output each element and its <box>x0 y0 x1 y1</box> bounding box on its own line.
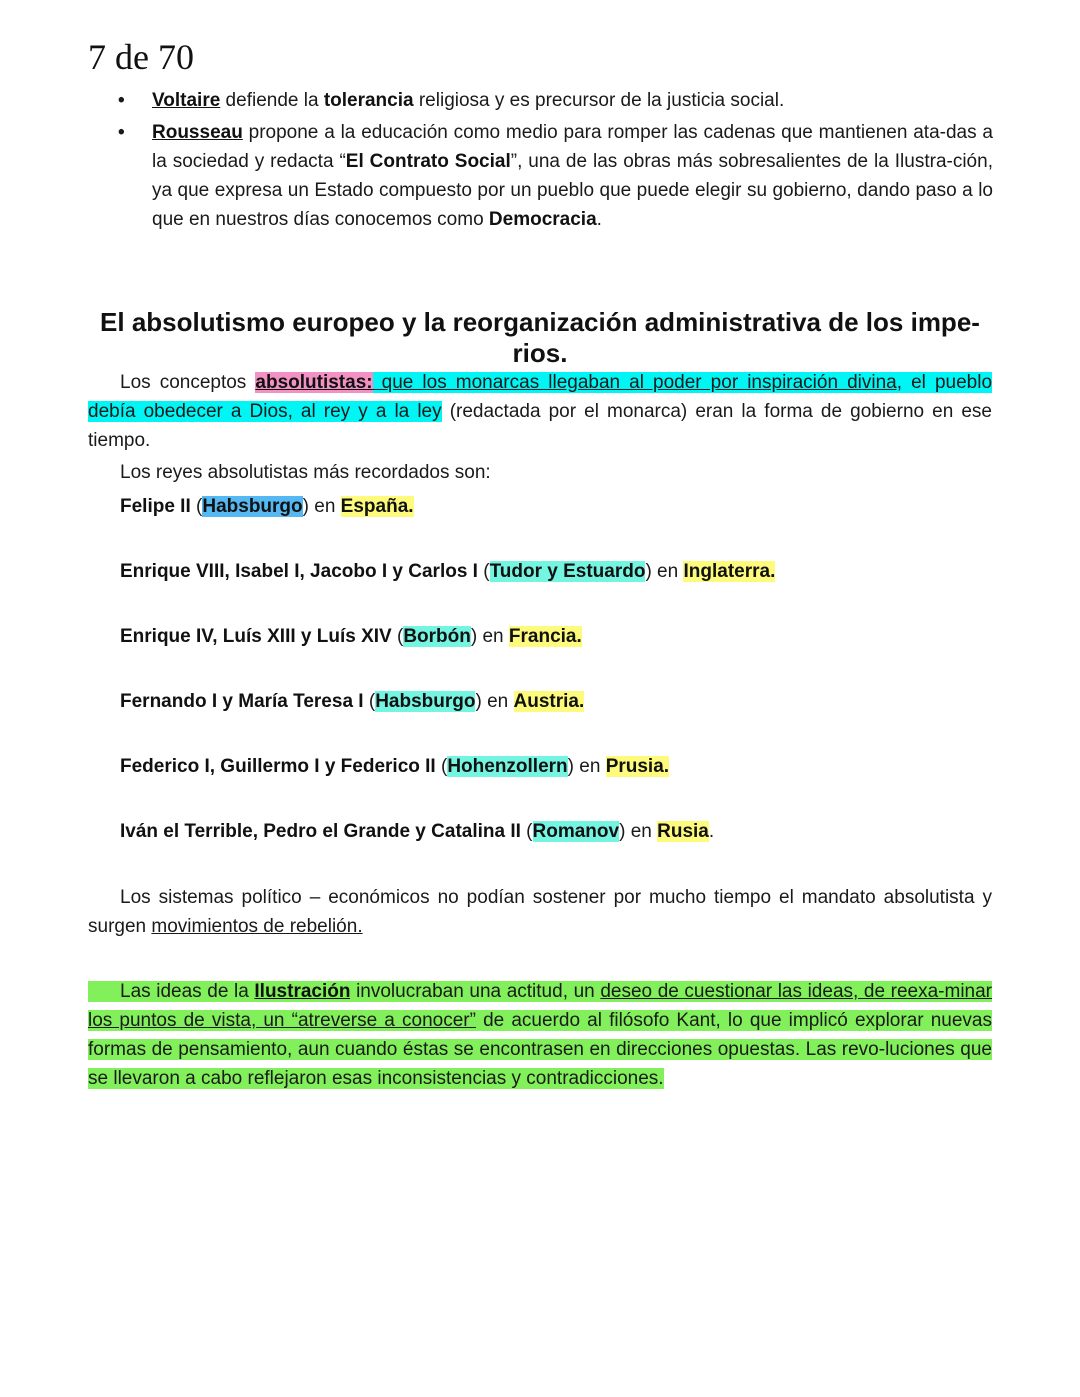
king-names: Iván el Terrible, Pedro el Grande y Catalina II <box>120 821 521 842</box>
king-dynasty: Borbón <box>403 626 471 647</box>
para-text: Las ideas de la <box>120 981 255 1002</box>
para-text: (redactada por el monarca) eran la forma de gobierno en ese tiempo. <box>88 401 992 451</box>
paragraph-systems <box>88 883 992 941</box>
underline-kant: deseo de cuestionar las ideas, de reexa-minar los puntos de vista, un “atreverse a conocer” <box>88 981 992 1031</box>
king-names: Enrique VIII, Isabel I, Jacobo I y Carlos I <box>120 561 478 582</box>
king-country: España. <box>340 496 414 517</box>
para-text: involucraban una actitud, un <box>350 981 601 1002</box>
king-country: Prusia. <box>605 756 670 777</box>
king-row: Fernando I y María Teresa I (Habsburgo) en Austria. <box>120 691 585 712</box>
connector: en <box>477 626 509 647</box>
king-country: Francia. <box>508 626 582 647</box>
bullet-voltaire <box>118 86 993 115</box>
bullet-text: . <box>596 209 602 230</box>
bullet-dot-icon: • <box>118 90 125 111</box>
king-dynasty: Habsburgo <box>375 691 476 712</box>
king-row: Enrique IV, Luís XIII y Luís XIV (Borbón) en Francia. <box>120 626 582 647</box>
highlight-definition-2: el pueblo debía obedecer a Dios, al rey y a la ley <box>88 372 993 422</box>
connector: en <box>625 821 658 842</box>
king-dynasty: Tudor y Estuardo <box>489 561 646 582</box>
bullet-name: Rousseau <box>152 122 243 143</box>
paragraph-ilustracion <box>88 977 992 1093</box>
bullet-text: religiosa y es precursor de la justicia social. <box>413 90 785 111</box>
bullet-list <box>118 86 993 237</box>
para-text: de acuerdo al filósofo Kant, lo que implicó explorar nuevas formas de pensamiento, aun cuando éstas se encontrasen en direcciones opuestas. Las revo-luciones que se llevaron a cabo reflejaron esas inconsistencias y contradicciones. <box>88 1010 992 1089</box>
bullet-bold: tolerancia <box>323 90 414 111</box>
bullet-text: defiende la <box>220 90 324 111</box>
king-dynasty: Habsburgo <box>202 496 303 517</box>
king-dynasty: Hohenzollern <box>447 756 568 777</box>
bullet-bold: El Contrato Social <box>345 151 511 172</box>
connector: en <box>651 561 684 582</box>
king-country: Rusia <box>657 821 709 842</box>
term-absolutistas: absolutistas: <box>255 372 373 393</box>
king-row: Felipe II (Habsburgo) en España. <box>120 496 414 517</box>
king-country: Inglaterra. <box>683 561 776 582</box>
bullet-text: ”, una de las obras más sobresalientes de la Ilustra-ción, ya que expresa un Estado compuesto por un pueblo que puede elegir su gobierno, dando paso a lo que en nuestros días conocemos como <box>152 151 993 230</box>
highlight-definition: que los monarcas llegaban al poder por inspiración divina, <box>372 372 903 393</box>
king-row: Iván el Terrible, Pedro el Grande y Catalina II (Romanov) en Rusia. <box>120 821 715 842</box>
king-names: Felipe II <box>120 496 191 517</box>
king-country: Austria. <box>513 691 585 712</box>
page-number: 7 de 70 <box>88 37 194 77</box>
king-names: Federico I, Guillermo I y Federico II <box>120 756 436 777</box>
king-names: Enrique IV, Luís XIII y Luís XIV <box>120 626 392 647</box>
connector: en <box>308 496 341 517</box>
bullet-bold: Democracia <box>488 209 597 230</box>
underline-rebelion: movimientos de rebelión. <box>151 916 363 937</box>
king-names: Fernando I y María Teresa I <box>120 691 364 712</box>
bullet-text: propone a la educación como medio para romper las cadenas que mantienen ata-das a la sociedad y redacta “ <box>152 122 993 172</box>
king-row: Enrique VIII, Isabel I, Jacobo I y Carlos I (Tudor y Estuardo) en Inglaterra. <box>120 561 776 582</box>
term-ilustracion: Ilustración <box>254 981 351 1002</box>
paragraph-concepts <box>88 368 992 455</box>
connector: en <box>481 691 514 712</box>
bullet-dot-icon: • <box>118 122 125 143</box>
para-text: Los sistemas político – económicos no podían sostener por mucho tiempo el mandato absolutista y surgen <box>88 887 992 937</box>
bullet-rousseau <box>118 118 993 234</box>
bullet-name: Voltaire <box>152 90 221 111</box>
section-title: El absolutismo europeo y la reorganización administrativa de los impe-rios. <box>100 307 980 368</box>
king-row: Federico I, Guillermo I y Federico II (Hohenzollern) en Prusia. <box>120 756 670 777</box>
kings-intro: Los reyes absolutistas más recordados son: <box>120 462 491 483</box>
king-dynasty: Romanov <box>532 821 620 842</box>
para-text: Los conceptos <box>120 372 256 393</box>
connector: en <box>573 756 606 777</box>
